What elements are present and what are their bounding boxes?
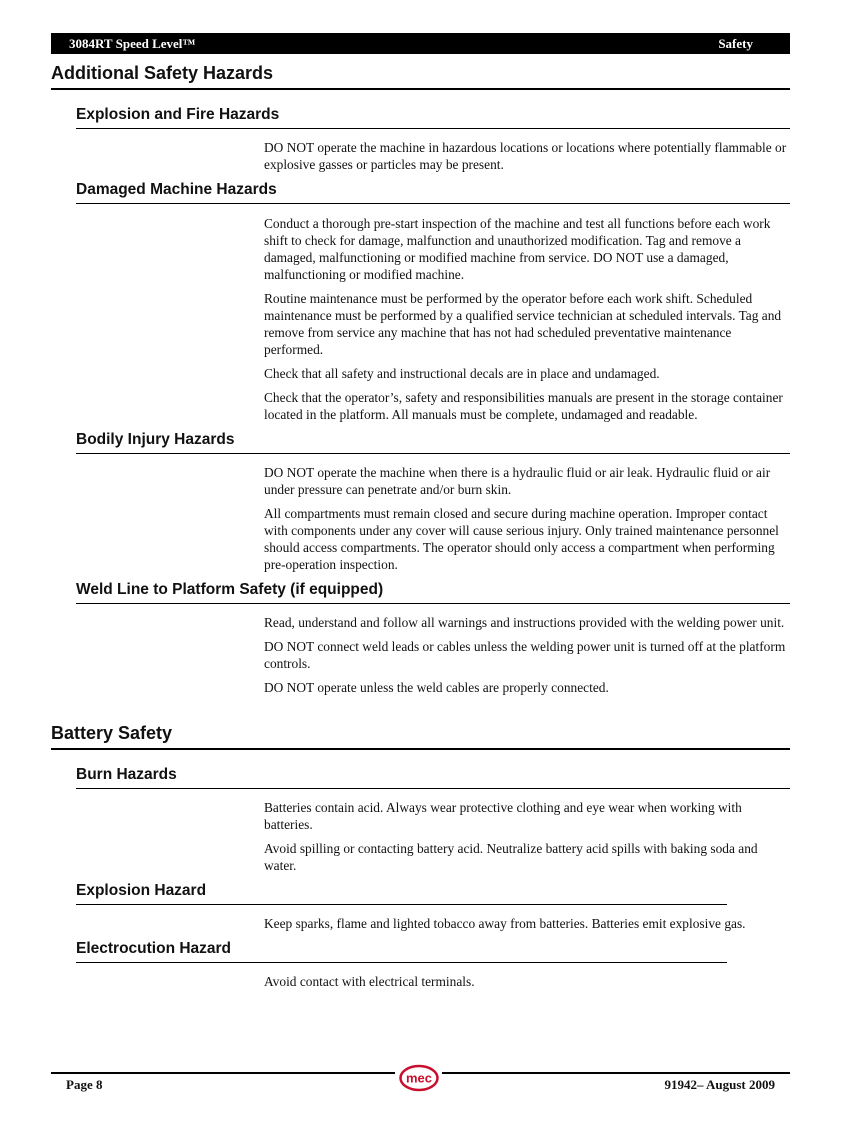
page-header [51,33,790,54]
paragraph: DO NOT connect weld leads or cables unless the welding power unit is turned off at the platform controls. [264,639,786,671]
document-number: 91942– August 2009 [664,1077,775,1092]
paragraph: DO NOT operate the machine in hazardous locations or locations where potentially flammable or explosive gasses or particles may be present. [264,140,787,172]
footer-rule-right [442,1072,790,1074]
mec-logo-icon [399,1064,439,1092]
document-title: 3084RT Speed Level™ [69,35,196,51]
subsection-title: Electrocution Hazard [76,939,727,963]
weld-line-heading [76,580,790,604]
subsection-title: Explosion and Fire Hazards [76,105,790,129]
explosion-hazard-heading [76,881,727,905]
subsection-title: Weld Line to Platform Safety (if equipped) [76,580,790,604]
damaged-machine-text [264,215,790,430]
paragraph: Check that all safety and instructional decals are in place and undamaged. [264,366,660,381]
paragraph: Read, understand and follow all warnings and instructions provided with the welding power unit. [264,615,785,630]
bodily-injury-heading [76,430,790,454]
electrocution-hazard-heading [76,939,727,963]
page-number: Page 8 [66,1077,103,1092]
logo-text: mec [405,1070,433,1086]
footer-rule-left [51,1072,395,1074]
paragraph: All compartments must remain closed and secure during machine operation. Improper contact with components under any cover will cause serious injury. Only trained maintenance personnel should access compartments. The operator should only access a compartment when performing pre-operation inspection. [264,506,779,572]
paragraph: Keep sparks, flame and lighted tobacco away from batteries. Batteries emit explosive gas. [264,916,746,931]
subsection-title: Damaged Machine Hazards [76,180,790,204]
paragraph: Check that the operator’s, safety and responsibilities manuals are present in the storage container located in the platform. All manuals must be complete, undamaged and readable. [264,390,783,422]
paragraph: Avoid spilling or contacting battery acid. Neutralize battery acid spills with baking soda and water. [264,841,758,873]
burn-hazards-heading [76,765,790,789]
page-footer [51,1068,790,1098]
section-title: Battery Safety [51,722,790,750]
explosion-fire-heading [76,105,790,129]
electrocution-hazard-text [264,973,790,997]
section-title: Additional Safety Hazards [51,62,790,90]
burn-hazards-text [264,799,790,881]
explosion-hazard-text [264,915,790,939]
paragraph: Batteries contain acid. Always wear protective clothing and eye wear when working with batteries. [264,800,742,832]
additional-safety-heading [51,62,790,90]
damaged-machine-heading [76,180,790,204]
paragraph: DO NOT operate unless the weld cables are properly connected. [264,680,609,695]
subsection-title: Explosion Hazard [76,881,727,905]
weld-line-text [264,614,790,703]
explosion-fire-text [264,139,790,180]
bodily-injury-text [264,464,790,580]
paragraph: Routine maintenance must be performed by the operator before each work shift. Scheduled maintenance must be performed by a qualified service technician at scheduled intervals. Tag and remove from service any machine that has not had scheduled preventative maintenance performed. [264,291,782,357]
battery-safety-heading [51,722,790,750]
paragraph: Avoid contact with electrical terminals. [264,974,475,989]
section-name: Safety [718,35,753,51]
subsection-title: Burn Hazards [76,765,790,789]
paragraph: DO NOT operate the machine when there is a hydraulic fluid or air leak. Hydraulic fluid or air under pressure can penetrate and/or burn skin. [264,465,771,497]
subsection-title: Bodily Injury Hazards [76,430,790,454]
paragraph: Conduct a thorough pre-start inspection of the machine and test all functions before each work shift to check for damage, malfunction and unauthorized modification. Tag and remove a damaged, malfunctioning or modified machine from service. DO NOT use a damaged, malfunctioning or modified machine. [264,216,771,282]
